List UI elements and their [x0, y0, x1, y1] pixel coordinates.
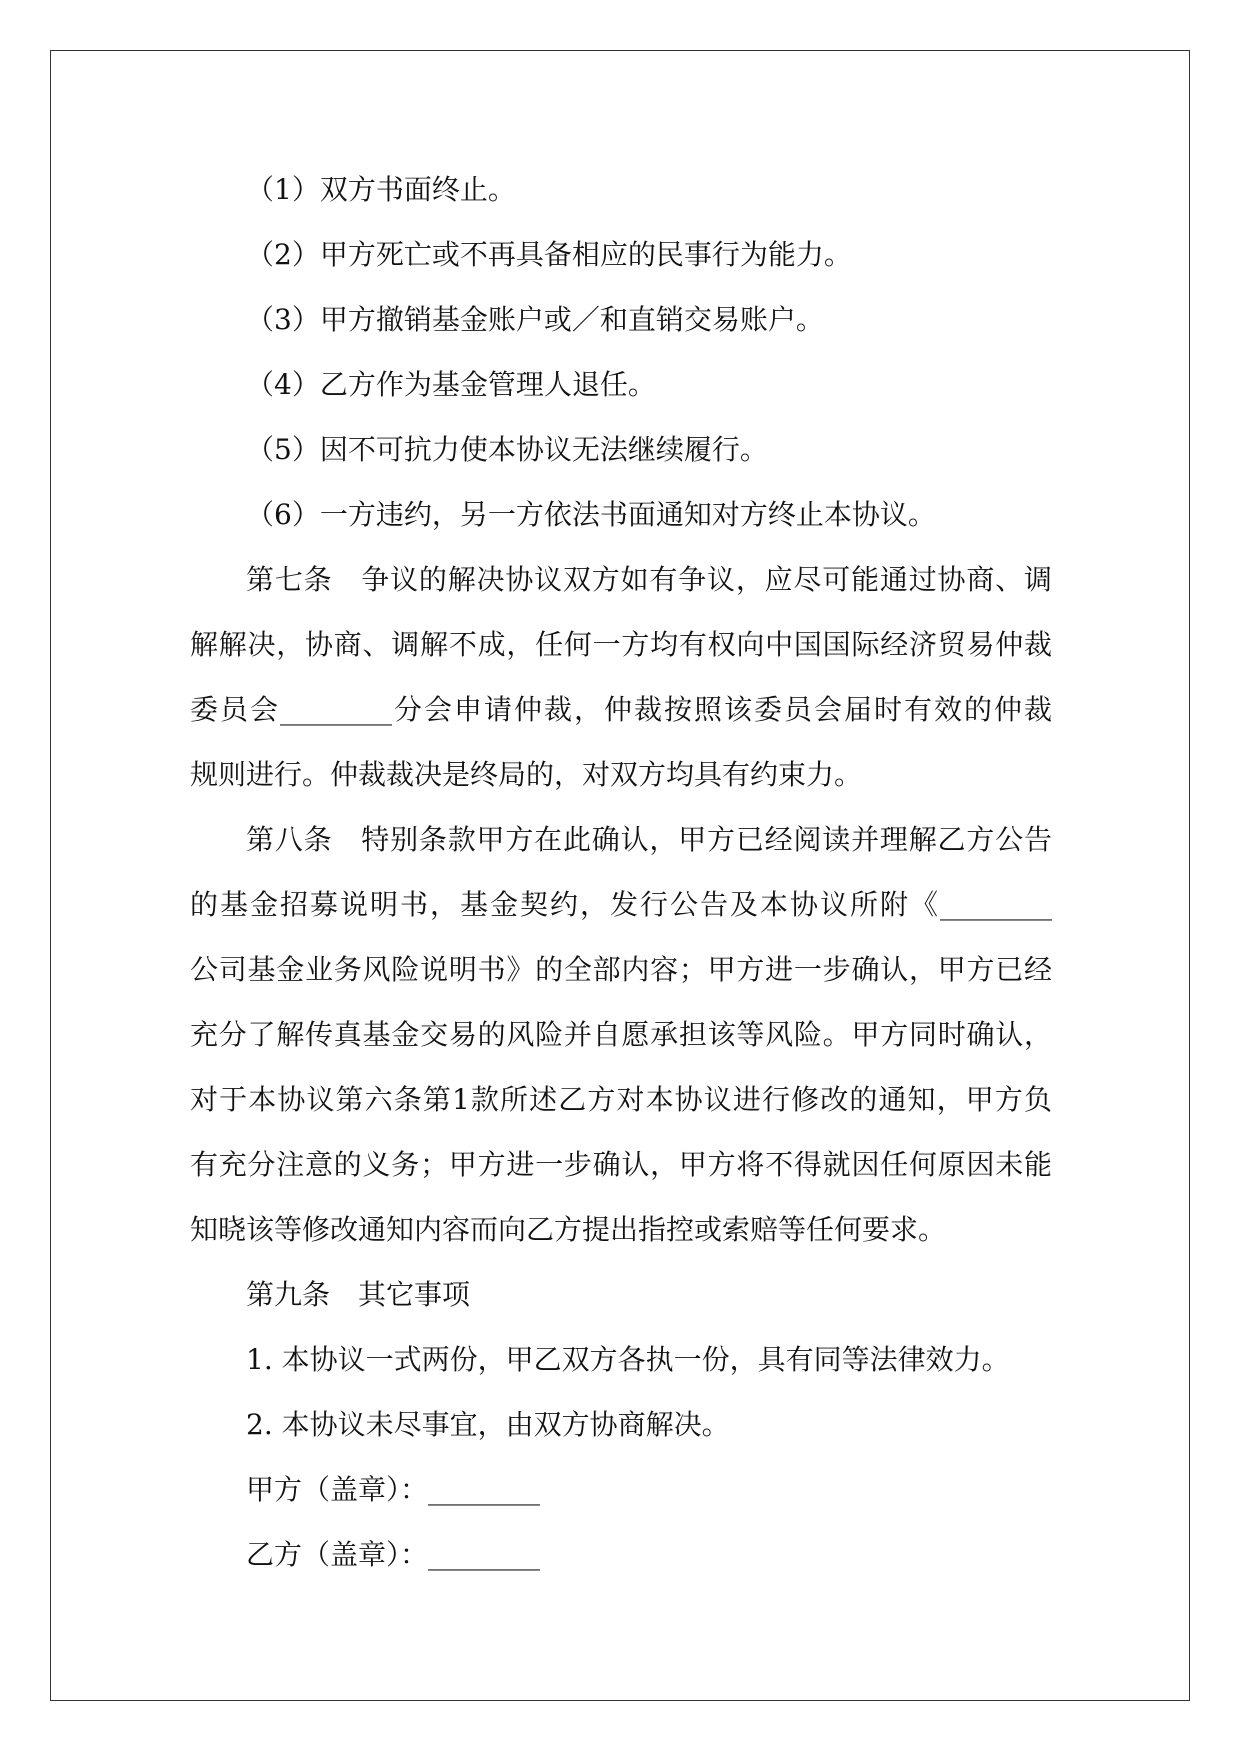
article-9-item-1: 1. 本协议一式两份，甲乙双方各执一份，具有同等法律效力。 — [246, 1343, 1010, 1376]
termination-item-3: （3）甲方撤销基金账户或／和直销交易账户。 — [246, 303, 824, 336]
termination-item-1: （1）双方书面终止。 — [246, 173, 516, 206]
article-7-line-1: 第七条 争议的解决协议双方如有争议，应尽可能通过协商、调 — [246, 563, 1052, 596]
document-body — [190, 157, 1052, 1587]
article-9-heading: 第九条 其它事项 — [246, 1278, 471, 1311]
article-8-line-7: 知晓该等修改通知内容而向乙方提出指控或索赔等任何要求。 — [190, 1213, 947, 1246]
termination-item-4: （4）乙方作为基金管理人退任。 — [246, 368, 656, 401]
article-8-line-2: 的基金招募说明书，基金契约，发行公告及本协议所附《________ — [190, 888, 1052, 921]
article-8-line-6: 有充分注意的义务；甲方进一步确认，甲方将不得就因任何原因未能 — [190, 1148, 1052, 1181]
article-8-line-3: 公司基金业务风险说明书》的全部内容；甲方进一步确认，甲方已经 — [190, 953, 1052, 986]
termination-item-6: （6）一方违约，另一方依法书面通知对方终止本协议。 — [246, 498, 936, 531]
party-a-signature: 甲方（盖章）：________ — [246, 1473, 541, 1506]
article-9-item-2: 2. 本协议未尽事宜，由双方协商解决。 — [246, 1408, 730, 1441]
article-7-line-4: 规则进行。仲裁裁决是终局的，对双方均具有约束力。 — [190, 758, 863, 791]
article-8-line-5: 对于本协议第六条第1款所述乙方对本协议进行修改的通知，甲方负 — [190, 1083, 1052, 1116]
article-8-line-4: 充分了解传真基金交易的风险并自愿承担该等风险。甲方同时确认， — [190, 1018, 1052, 1051]
party-b-signature: 乙方（盖章）：________ — [246, 1538, 541, 1571]
article-7-line-2: 解解决，协商、调解不成，任何一方均有权向中国国际经济贸易仲裁 — [190, 628, 1052, 661]
termination-item-5: （5）因不可抗力使本协议无法继续履行。 — [246, 433, 768, 466]
termination-item-2: （2）甲方死亡或不再具备相应的民事行为能力。 — [246, 238, 852, 271]
article-8-line-1: 第八条 特别条款甲方在此确认，甲方已经阅读并理解乙方公告 — [246, 823, 1052, 856]
article-7-line-3: 委员会________分会申请仲裁，仲裁按照该委员会届时有效的仲裁 — [190, 693, 1052, 726]
